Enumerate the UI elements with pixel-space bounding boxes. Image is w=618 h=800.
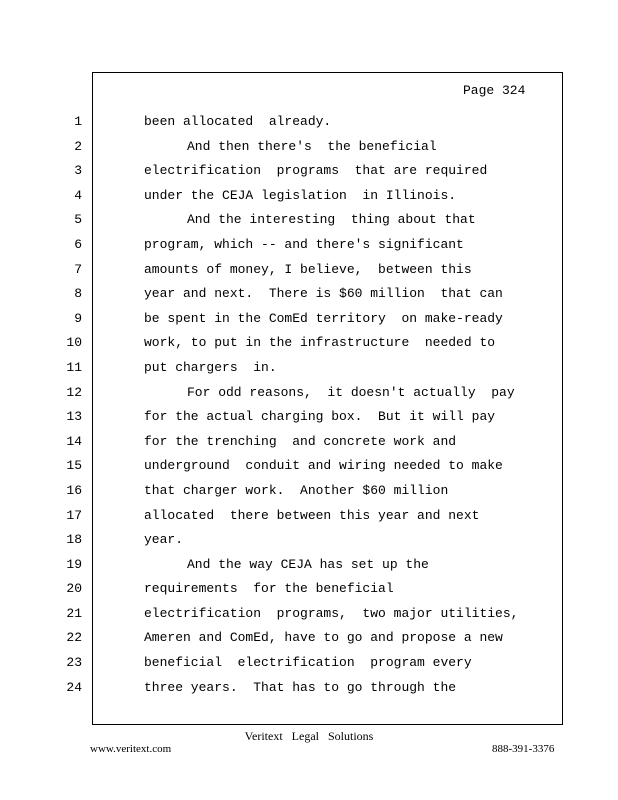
- line-number: 10: [66, 335, 82, 351]
- line-number: 20: [66, 581, 82, 597]
- footer-website: www.veritext.com: [90, 743, 172, 755]
- line-number: 24: [66, 679, 82, 695]
- line-number: 8: [74, 286, 82, 302]
- transcript-line: electrification programs that are required: [144, 163, 488, 179]
- transcript-line: Ameren and ComEd, have to go and propose a new: [144, 630, 503, 646]
- footer-company-name: Veritext Legal Solutions: [244, 729, 374, 743]
- line-number: 11: [66, 359, 82, 375]
- line-number: 21: [66, 605, 82, 621]
- transcript-line: that charger work. Another $60 million: [144, 482, 449, 498]
- transcript-line: For odd reasons, it doesn't actually pay: [187, 384, 515, 400]
- footer-phone: 888-391-3376: [492, 743, 555, 755]
- line-number: 7: [74, 261, 82, 277]
- transcript-line: work, to put in the infrastructure needed to: [144, 335, 496, 351]
- transcript-line: year and next. There is $60 million that can: [144, 286, 503, 302]
- transcript-line: amounts of money, I believe, between this: [144, 261, 472, 277]
- transcript-line: be spent in the ComEd territory on make-ready: [144, 310, 503, 326]
- transcript-line: put chargers in.: [144, 359, 277, 375]
- line-number: 19: [66, 556, 82, 572]
- line-number: 22: [66, 630, 82, 646]
- transcript-line: And the interesting thing about that: [187, 212, 476, 228]
- line-number: 2: [74, 138, 82, 154]
- transcript-line: for the trenching and concrete work and: [144, 433, 457, 449]
- line-number-column: [60, 113, 82, 703]
- line-number: 4: [74, 187, 82, 203]
- page-number: Page 324: [463, 83, 526, 98]
- line-number: 5: [74, 212, 82, 228]
- line-number: 15: [66, 458, 82, 474]
- line-number: 23: [66, 655, 82, 671]
- transcript-line: And the way CEJA has set up the: [187, 556, 429, 572]
- transcript-line: requirements for the beneficial: [144, 581, 394, 597]
- line-number: 13: [66, 409, 82, 425]
- line-number: 1: [74, 114, 82, 129]
- line-number: 3: [74, 163, 82, 179]
- transcript-line: And then there's the beneficial: [187, 138, 437, 154]
- transcript-line: for the actual charging box. But it will pay: [144, 409, 496, 425]
- line-number: 6: [74, 236, 82, 252]
- transcript-line: year.: [144, 532, 184, 548]
- transcript-line: been allocated already.: [144, 114, 332, 129]
- line-number: 16: [66, 482, 82, 498]
- transcript-text: [144, 113, 544, 703]
- line-number: 9: [74, 310, 82, 326]
- line-number: 17: [66, 507, 82, 523]
- transcript-line: program, which -- and there's significant: [144, 236, 464, 252]
- transcript-line: electrification programs, two major utilities,: [144, 605, 519, 621]
- transcript-line: three years. That has to go through the: [144, 679, 457, 695]
- line-number: 12: [66, 384, 82, 400]
- line-number: 14: [66, 433, 82, 449]
- transcript-line: allocated there between this year and next: [144, 507, 480, 523]
- transcript-line: under the CEJA legislation in Illinois.: [144, 187, 457, 203]
- transcript-line: beneficial electrification program every: [144, 655, 472, 671]
- line-number: 18: [66, 532, 82, 548]
- transcript-line: underground conduit and wiring needed to make: [144, 458, 503, 474]
